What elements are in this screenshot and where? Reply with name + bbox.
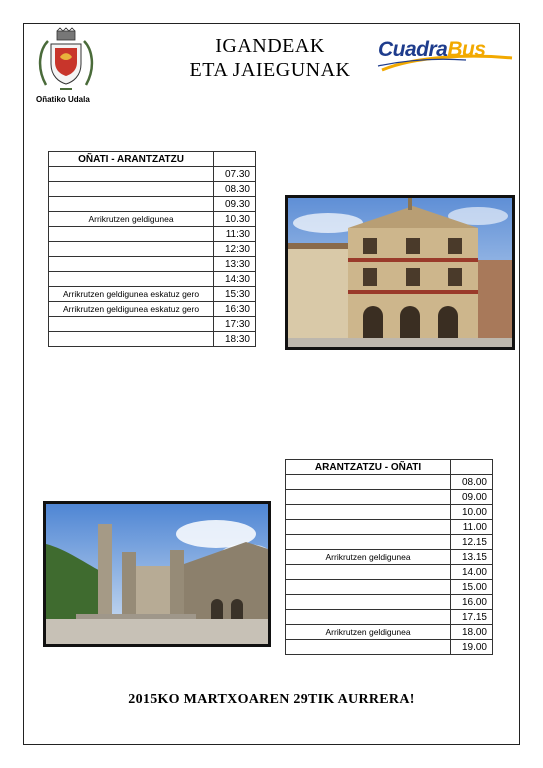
departure-time: 18:30 xyxy=(214,332,256,347)
departure-time: 07.30 xyxy=(214,167,256,182)
table-row xyxy=(286,640,493,655)
table-row xyxy=(286,520,493,535)
table-row xyxy=(286,610,493,625)
departure-time: 14.00 xyxy=(451,565,493,580)
table-row xyxy=(49,212,256,227)
stop-note xyxy=(49,332,214,347)
departure-time: 16:30 xyxy=(214,302,256,317)
table-header-empty xyxy=(214,152,256,167)
footer-notice: 2015KO MARTXOAREN 29TIK AURRERA! xyxy=(128,692,415,707)
table-row xyxy=(286,580,493,595)
stop-note: Arrikrutzen geldigunea eskatuz gero xyxy=(49,302,214,317)
title-line-1: IGANDEAK xyxy=(215,35,325,57)
stop-note xyxy=(286,505,451,520)
brand-logo xyxy=(378,38,486,62)
stop-note xyxy=(286,640,451,655)
departure-time: 12.15 xyxy=(451,535,493,550)
departure-time: 09.00 xyxy=(451,490,493,505)
stop-note xyxy=(49,167,214,182)
table-row xyxy=(49,272,256,287)
table-row xyxy=(49,182,256,197)
departure-time: 15:30 xyxy=(214,287,256,302)
town-hall-photo-icon xyxy=(288,198,512,347)
stop-note: Arrikrutzen geldigunea xyxy=(49,212,214,227)
stop-note xyxy=(286,535,451,550)
table-header: ARANTZATZU - OÑATI xyxy=(286,460,451,475)
table-row xyxy=(286,475,493,490)
stop-note xyxy=(286,520,451,535)
departure-time: 10.30 xyxy=(214,212,256,227)
departure-time: 15.00 xyxy=(451,580,493,595)
stop-note xyxy=(286,565,451,580)
departure-time: 16.00 xyxy=(451,595,493,610)
stop-note xyxy=(286,610,451,625)
table-row xyxy=(49,227,256,242)
departure-time: 11:30 xyxy=(214,227,256,242)
table-row xyxy=(286,625,493,640)
stop-note xyxy=(286,580,451,595)
stop-note xyxy=(49,227,214,242)
title-line-2: ETA JAIEGUNAK xyxy=(189,59,351,81)
table-header-empty xyxy=(451,460,493,475)
town-hall-photo xyxy=(285,195,515,350)
departure-time: 17:30 xyxy=(214,317,256,332)
stop-note xyxy=(49,317,214,332)
departure-time: 17.15 xyxy=(451,610,493,625)
departure-time: 14:30 xyxy=(214,272,256,287)
table-row xyxy=(49,302,256,317)
stop-note xyxy=(286,490,451,505)
stop-note xyxy=(49,257,214,272)
brand-name-part-2: Bus xyxy=(447,38,486,61)
table-header-row xyxy=(49,152,256,167)
table-row xyxy=(49,257,256,272)
schedule-table-onati-arantzatzu xyxy=(48,151,256,347)
table-row xyxy=(49,242,256,257)
stop-note xyxy=(49,242,214,257)
crest-icon xyxy=(38,27,94,95)
departure-time: 08.00 xyxy=(451,475,493,490)
stop-note xyxy=(49,182,214,197)
departure-time: 13.15 xyxy=(451,550,493,565)
brand-name-part-1: Cuadra xyxy=(378,38,448,61)
departure-time: 10.00 xyxy=(451,505,493,520)
stop-note xyxy=(49,197,214,212)
departure-time: 11.00 xyxy=(451,520,493,535)
table-row xyxy=(49,197,256,212)
table-row xyxy=(49,287,256,302)
table-row xyxy=(286,490,493,505)
departure-time: 18.00 xyxy=(451,625,493,640)
departure-time: 09.30 xyxy=(214,197,256,212)
departure-time: 13:30 xyxy=(214,257,256,272)
sanctuary-photo-icon xyxy=(46,504,268,644)
table-row xyxy=(286,535,493,550)
table-row xyxy=(286,550,493,565)
schedule-table-arantzatzu-onati xyxy=(285,459,493,655)
table-row xyxy=(286,595,493,610)
table-row xyxy=(49,167,256,182)
table-row xyxy=(286,505,493,520)
municipality-label: Oñatiko Udala xyxy=(36,95,90,104)
table-header-row xyxy=(286,460,493,475)
stop-note: Arrikrutzen geldigunea xyxy=(286,625,451,640)
page-title xyxy=(160,34,380,82)
stop-note xyxy=(286,475,451,490)
stop-note: Arrikrutzen geldigunea eskatuz gero xyxy=(49,287,214,302)
table-row xyxy=(49,332,256,347)
table-row xyxy=(49,317,256,332)
stop-note: Arrikrutzen geldigunea xyxy=(286,550,451,565)
table-row xyxy=(286,565,493,580)
stop-note xyxy=(49,272,214,287)
departure-time: 08.30 xyxy=(214,182,256,197)
departure-time: 12:30 xyxy=(214,242,256,257)
stop-note xyxy=(286,595,451,610)
table-header: OÑATI - ARANTZATZU xyxy=(49,152,214,167)
departure-time: 19.00 xyxy=(451,640,493,655)
sanctuary-photo xyxy=(43,501,271,647)
